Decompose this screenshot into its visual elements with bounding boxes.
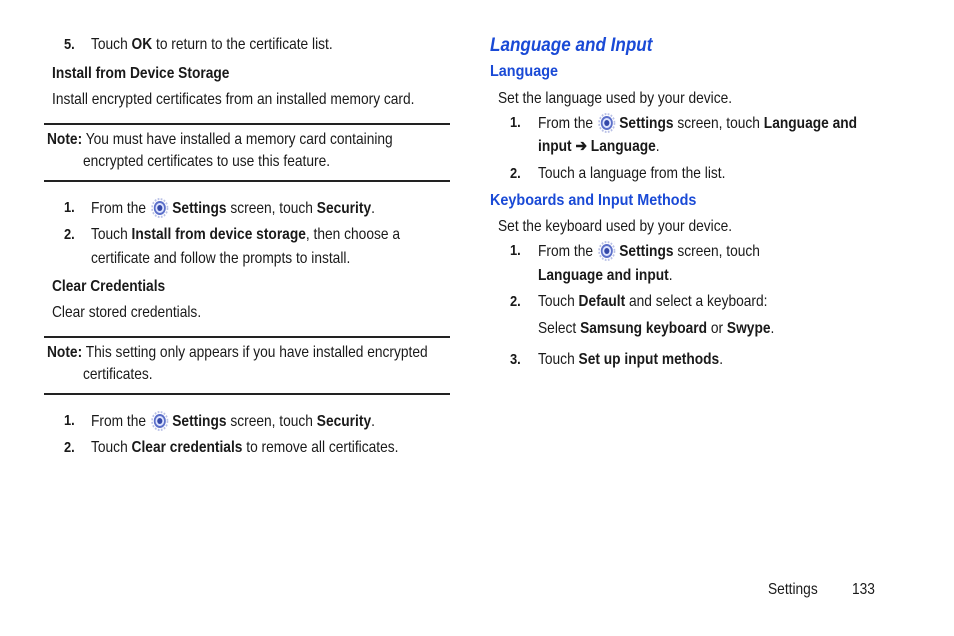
- step-number: 1.: [64, 412, 75, 429]
- settings-gear-icon: [599, 241, 616, 261]
- note-2-line2: certificates.: [83, 366, 153, 383]
- install-step-2-line2: certificate and follow the prompts to install.: [91, 250, 351, 267]
- step-number: 3.: [510, 351, 521, 368]
- note-1-line2: encrypted certificates to use this feature.: [83, 153, 331, 170]
- step-number: 1.: [510, 242, 521, 259]
- language-step-1: From the Settings screen, touch Language and: [538, 115, 858, 132]
- clear-step-1: From the Settings screen, touch Security.: [91, 413, 375, 430]
- footer-section: Settings: [768, 581, 818, 598]
- keyboard-step-3: Touch Set up input methods.: [538, 351, 724, 368]
- install-description: Install encrypted certificates from an installed memory card.: [52, 91, 415, 108]
- divider: [44, 393, 450, 395]
- language-step-1-line2: input ➔ Language.: [538, 138, 660, 155]
- keyboard-step-1: From the Settings screen, touch: [538, 243, 760, 260]
- settings-gear-icon: [152, 198, 169, 218]
- language-heading: Language: [490, 63, 559, 80]
- divider: [44, 123, 450, 125]
- note-1: Note: You must have installed a memory card containing: [47, 131, 393, 148]
- clear-heading: Clear Credentials: [52, 278, 166, 295]
- note-2: Note: This setting only appears if you have installed encrypted: [47, 344, 428, 361]
- clear-description: Clear stored credentials.: [52, 304, 202, 321]
- keyboards-description: Set the keyboard used by your device.: [498, 218, 733, 235]
- language-step-2: Touch a language from the list.: [538, 165, 726, 182]
- divider: [44, 336, 450, 338]
- step-5-text: Touch OK to return to the certificate list.: [91, 36, 333, 53]
- step-number: 2.: [64, 226, 75, 243]
- install-step-2: Touch Install from device storage, then choose a: [91, 226, 400, 243]
- keyboard-step-2: Touch Default and select a keyboard:: [538, 293, 768, 310]
- step-number: 1.: [64, 199, 75, 216]
- section-title: Language and Input: [490, 35, 653, 56]
- step-number: 1.: [510, 114, 521, 131]
- step-number: 2.: [64, 439, 75, 456]
- step-number: 2.: [510, 293, 521, 310]
- settings-gear-icon: [599, 113, 616, 133]
- keyboard-step-2-sub: Select Samsung keyboard or Swype.: [538, 320, 775, 337]
- install-heading: Install from Device Storage: [52, 65, 230, 82]
- divider: [44, 180, 450, 182]
- language-description: Set the language used by your device.: [498, 90, 733, 107]
- keyboard-step-1-line2: Language and input.: [538, 267, 673, 284]
- keyboards-heading: Keyboards and Input Methods: [490, 192, 697, 209]
- step-number: 5.: [64, 36, 75, 53]
- page-number: 133: [852, 581, 875, 598]
- settings-gear-icon: [152, 411, 169, 431]
- clear-step-2: Touch Clear credentials to remove all certificates.: [91, 439, 399, 456]
- install-step-1: From the Settings screen, touch Security.: [91, 200, 375, 217]
- step-number: 2.: [510, 165, 521, 182]
